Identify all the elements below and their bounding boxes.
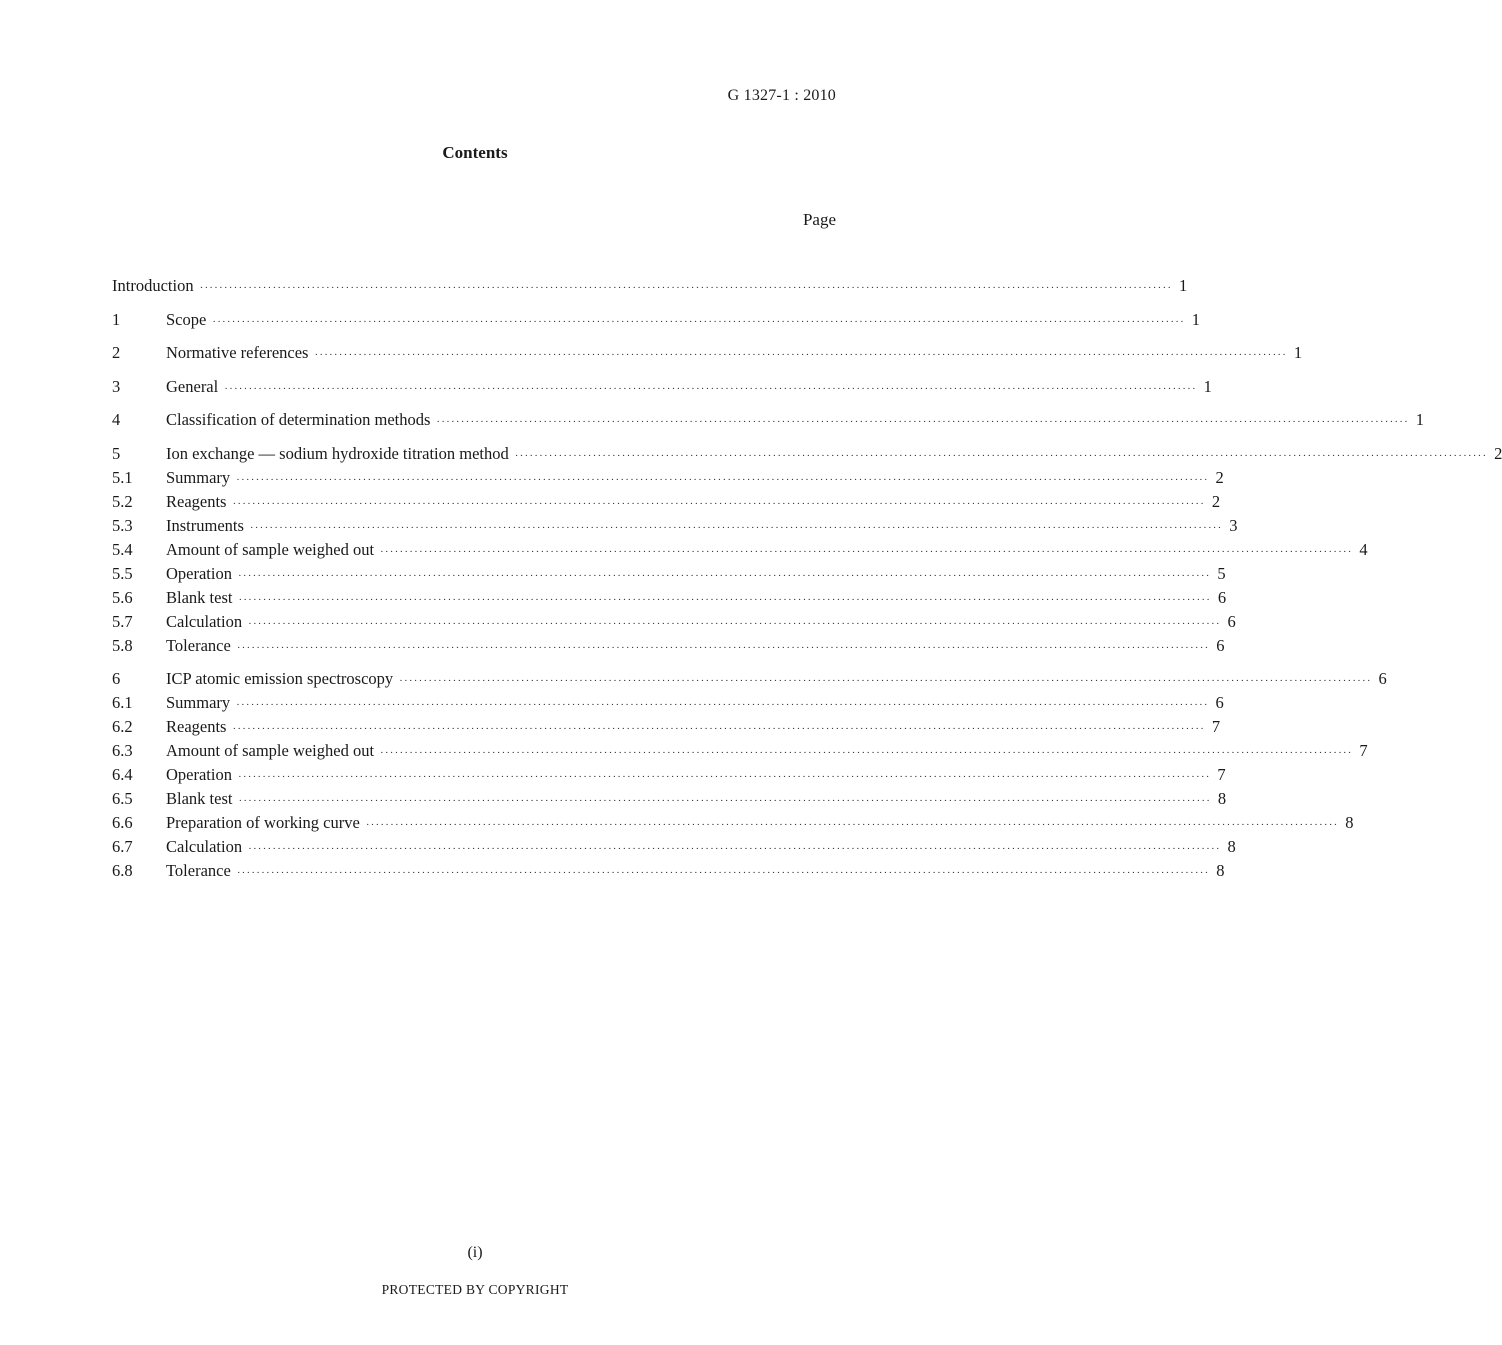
table-of-contents	[112, 276, 1502, 885]
toc-entry-title: Preparation of working curve	[166, 813, 360, 832]
toc-entry[interactable]	[112, 539, 1368, 564]
toc-entry-title: Normative references	[166, 343, 309, 362]
footer-page-number: (i)	[467, 1244, 483, 1261]
document-id: G 1327-1 : 2010	[727, 87, 836, 104]
toc-leader-dots: ········································································································································································································	[236, 699, 1209, 711]
toc-leader-dots: ········································································································································································································	[237, 771, 1211, 783]
toc-entry-page: 6	[1378, 669, 1387, 688]
toc-entry[interactable]	[112, 861, 1225, 885]
toc-entry-title: Classification of determination methods	[166, 410, 431, 429]
toc-entry[interactable]	[112, 276, 1188, 300]
toc-entry-title: Reagents	[166, 491, 227, 511]
toc-entry-page: 7	[1359, 741, 1368, 760]
toc-leader-dots: ········································································································································································································	[238, 593, 1212, 606]
toc-entry-number: 5.6	[112, 587, 133, 607]
toc-entry-page: 8	[1345, 813, 1354, 832]
toc-leader-dots: ········································································································································································································	[380, 747, 1353, 759]
toc-entry-page: 6	[1216, 635, 1225, 655]
toc-entry-number: 6.1	[112, 693, 133, 712]
toc-leader-dots: ········································································································································································································	[249, 521, 1223, 534]
toc-entry[interactable]	[112, 376, 1212, 401]
toc-entry-title: Calculation	[166, 837, 243, 856]
toc-entry[interactable]	[112, 837, 1236, 861]
toc-entry-number: 6.6	[112, 813, 133, 832]
toc-entry-page: 2	[1211, 491, 1221, 511]
toc-leader-dots: ········································································································································································································	[236, 641, 1210, 654]
toc-entry-number: 5.3	[112, 515, 133, 535]
toc-entry[interactable]	[112, 669, 1387, 693]
toc-entry-title: Summary	[166, 693, 231, 712]
toc-leader-dots: ········································································································································································································	[514, 449, 1488, 462]
toc-entry-number: 5.7	[112, 611, 133, 631]
toc-entry-number: 6.3	[112, 741, 133, 760]
toc-entry-number: 6.8	[112, 861, 133, 880]
toc-entry-number: 1	[112, 309, 121, 329]
toc-entry-page: 1	[1415, 410, 1425, 429]
toc-entry-page: 4	[1359, 539, 1368, 559]
toc-leader-dots: ········································································································································································································	[238, 795, 1212, 807]
toc-entry-title: ICP atomic emission spectroscopy	[166, 669, 394, 688]
toc-entry-page: 7	[1217, 765, 1226, 784]
toc-entry-number: 5	[112, 443, 121, 463]
copyright-notice: PROTECTED BY COPYRIGHT	[381, 1282, 569, 1297]
toc-leader-dots: ········································································································································································································	[232, 497, 1206, 510]
toc-entry-number: 6.4	[112, 765, 133, 784]
toc-entry[interactable]	[112, 467, 1224, 492]
toc-entry-number: 5.5	[112, 563, 133, 583]
toc-entry[interactable]	[112, 789, 1227, 813]
toc-leader-dots: ········································································································································································································	[314, 349, 1288, 361]
toc-entry-title: Tolerance	[166, 861, 231, 880]
toc-entry-title: Introduction	[112, 276, 194, 295]
toc-entry-number: 2	[112, 343, 121, 362]
toc-entry[interactable]	[112, 717, 1221, 741]
toc-entry-number: 6.7	[112, 837, 133, 856]
toc-entry-number: 5.2	[112, 491, 133, 511]
toc-entry-page: 8	[1216, 861, 1225, 880]
toc-entry-title: Ion exchange — sodium hydroxide titration method	[166, 443, 509, 463]
toc-entry-page: 6	[1217, 587, 1227, 607]
toc-entry[interactable]	[112, 410, 1425, 434]
toc-entry[interactable]	[112, 587, 1227, 612]
toc-entry-title: Calculation	[166, 611, 243, 631]
toc-entry-number: 3	[112, 376, 121, 396]
toc-leader-dots: ········································································································································································································	[365, 819, 1339, 831]
toc-entry-number: 6.2	[112, 717, 133, 736]
toc-leader-dots: ········································································································································································································	[436, 416, 1410, 428]
toc-entry-page: 5	[1217, 563, 1226, 583]
page-column-label: Page	[802, 210, 836, 229]
toc-entry-page: 3	[1229, 515, 1238, 535]
toc-leader-dots: ········································································································································································································	[237, 569, 1211, 582]
toc-entry-number: 5.8	[112, 635, 133, 655]
toc-leader-dots: ········································································································································································································	[236, 473, 1209, 486]
toc-entry-page: 8	[1227, 837, 1236, 856]
toc-entry[interactable]	[112, 611, 1236, 636]
toc-entry[interactable]	[112, 693, 1224, 717]
toc-entry-number: 5.1	[112, 467, 133, 487]
toc-entry-number: 4	[112, 410, 121, 429]
toc-entry-title: Reagents	[166, 717, 227, 736]
toc-entry[interactable]	[112, 515, 1238, 540]
toc-entry-title: Amount of sample weighed out	[166, 741, 375, 760]
toc-leader-dots: ········································································································································································································	[224, 382, 1197, 395]
toc-leader-dots: ········································································································································································································	[232, 723, 1206, 735]
toc-leader-dots: ········································································································································································································	[212, 315, 1185, 328]
toc-entry[interactable]	[112, 491, 1221, 516]
toc-entry-page: 1	[1191, 309, 1200, 329]
toc-entry[interactable]	[112, 443, 1502, 468]
toc-entry-page: 1	[1293, 343, 1303, 362]
toc-entry-title: Blank test	[166, 587, 233, 607]
toc-entry-title: Tolerance	[166, 635, 231, 655]
toc-leader-dots: ········································································································································································································	[248, 617, 1221, 630]
toc-entry-title: Amount of sample weighed out	[166, 539, 375, 559]
toc-leader-dots: ········································································································································································································	[199, 282, 1173, 294]
toc-entry[interactable]	[112, 765, 1226, 789]
toc-entry-title: Blank test	[166, 789, 233, 808]
toc-entry-page: 6	[1215, 693, 1224, 712]
toc-entry[interactable]	[112, 563, 1226, 588]
toc-entry-number: 6	[112, 669, 121, 688]
toc-entry[interactable]	[112, 635, 1225, 660]
toc-entry-title: Scope	[166, 309, 207, 329]
toc-entry[interactable]	[112, 813, 1354, 837]
toc-entry[interactable]	[112, 309, 1200, 334]
toc-entry-title: Instruments	[166, 515, 244, 535]
toc-entry-title: General	[166, 376, 219, 396]
toc-entry-number: 5.4	[112, 539, 133, 559]
toc-entry-page: 2	[1215, 467, 1224, 487]
toc-entry-page: 6	[1227, 611, 1236, 631]
toc-leader-dots: ········································································································································································································	[380, 545, 1353, 558]
toc-entry[interactable]	[112, 343, 1303, 367]
toc-leader-dots: ········································································································································································································	[236, 867, 1210, 879]
toc-leader-dots: ········································································································································································································	[248, 843, 1221, 855]
toc-entry[interactable]	[112, 741, 1368, 765]
toc-entry-page: 1	[1178, 276, 1188, 295]
toc-leader-dots: ········································································································································································································	[399, 675, 1372, 687]
toc-entry-page: 7	[1211, 717, 1221, 736]
page-title: Contents	[442, 143, 508, 162]
toc-entry-number: 6.5	[112, 789, 133, 808]
toc-entry-title: Operation	[166, 765, 232, 784]
toc-entry-title: Summary	[166, 467, 231, 487]
toc-entry-page: 2	[1494, 443, 1502, 463]
toc-entry-page: 8	[1217, 789, 1227, 808]
toc-entry-title: Operation	[166, 563, 232, 583]
toc-entry-page: 1	[1203, 376, 1212, 396]
